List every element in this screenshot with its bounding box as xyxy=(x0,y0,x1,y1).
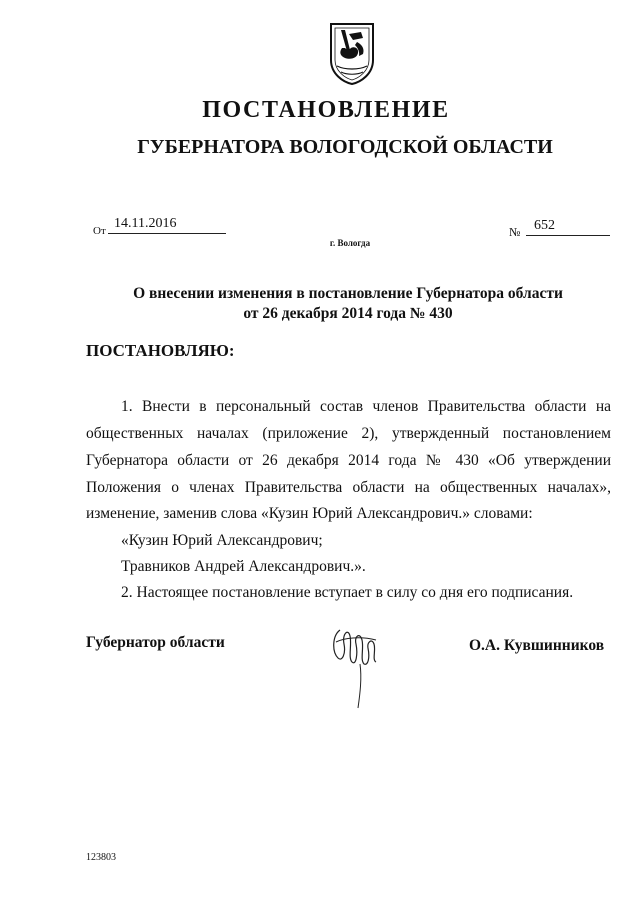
internal-doc-number: 123803 xyxy=(86,852,116,863)
document-issuer: ГУБЕРНАТОРА ВОЛОГОДСКОЙ ОБЛАСТИ xyxy=(137,136,553,158)
subject-line-2: от 26 декабря 2014 года № 430 xyxy=(243,305,453,322)
issue-city: г. Вологда xyxy=(329,238,371,248)
paragraph-1-line: Положения о членах Правительства области на общественных началах», xyxy=(86,479,611,496)
handwritten-signature-icon xyxy=(330,618,382,710)
signatory-title: Губернатор области xyxy=(86,634,225,651)
paragraph-1-line: 1. Внести в персональный состав членов Правительства области на xyxy=(121,398,611,415)
document-number: 652 xyxy=(526,218,610,236)
quote-line-2: Травников Андрей Александрович.». xyxy=(121,558,366,575)
signatory-name: О.А. Кувшинников xyxy=(469,637,605,654)
subject-line-1: О внесении изменения в постановление Губернатора области xyxy=(133,285,563,302)
date-label: От xyxy=(93,225,106,237)
paragraph-2: 2. Настоящее постановление вступает в силу со дня его подписания. xyxy=(121,584,574,601)
paragraph-1-line: общественных началах (приложение 2), утвержденный постановлением xyxy=(86,425,611,442)
decree-heading: ПОСТАНОВЛЯЮ: xyxy=(86,341,235,360)
coat-of-arms-icon xyxy=(327,20,377,86)
paragraph-1-line: изменение, заменив слова «Кузин Юрий Александрович.» словами: xyxy=(86,505,533,522)
paragraph-1-line: Губернатора области от 26 декабря 2014 года № 430 «Об утверждении xyxy=(86,452,611,469)
quote-line-1: «Кузин Юрий Александрович; xyxy=(121,532,323,549)
number-label: № xyxy=(509,225,521,239)
document-date: 14.11.2016 xyxy=(108,216,226,234)
document-title: ПОСТАНОВЛЕНИЕ xyxy=(202,97,450,123)
